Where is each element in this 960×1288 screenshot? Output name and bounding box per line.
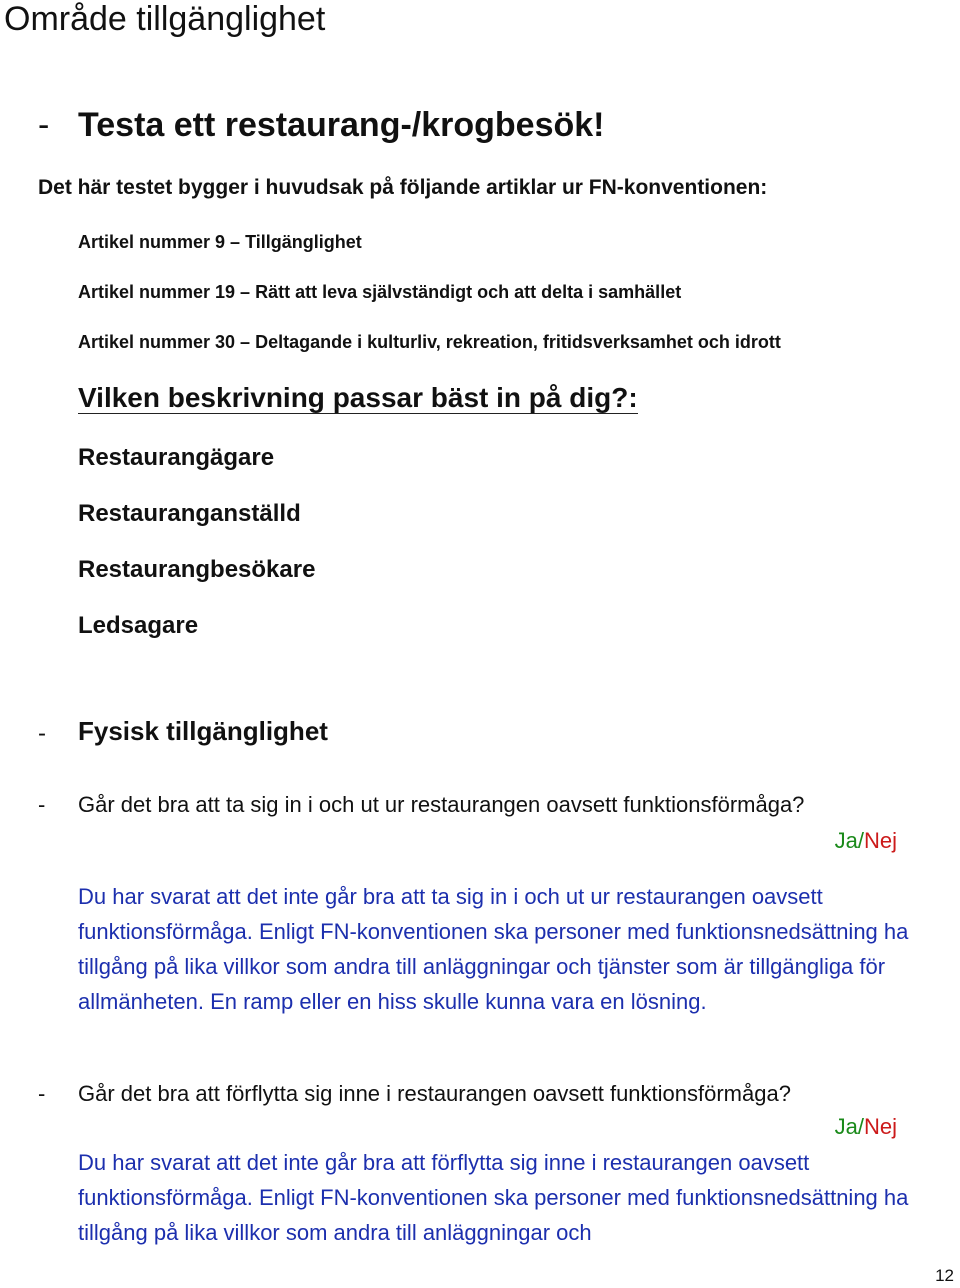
article-item: Artikel nummer 9 – Tillgänglighet bbox=[78, 232, 362, 252]
question-dash: - bbox=[38, 792, 46, 817]
section-heading-test: Testa ett restaurang-/krogbesök! bbox=[78, 106, 605, 144]
no-option[interactable]: Nej bbox=[863, 828, 897, 853]
article-item: Artikel nummer 30 – Deltagande i kulturliv, rekreation, fritidsverksamhet och idrott bbox=[78, 332, 781, 352]
answer-feedback: Du har svarat att det inte går bra att förflytta sig inne i restaurangen oavsett funktionsförmåga. Enligt FN-konventionen ska personer med funktionsnedsättning ha tillgång på lika villkor som andra till anläggningar och bbox=[78, 1150, 909, 1245]
section-dash: - bbox=[38, 106, 50, 144]
option-item[interactable]: Ledsagare bbox=[78, 612, 199, 639]
answer-choice bbox=[835, 828, 897, 854]
option-item[interactable]: Restaurangbesökare bbox=[78, 556, 316, 583]
section-dash: - bbox=[38, 720, 46, 747]
question-text: Går det bra att förflytta sig inne i restaurangen oavsett funktionsförmåga? bbox=[78, 1081, 791, 1106]
option-item[interactable]: Restauranganställd bbox=[78, 500, 301, 527]
description-question-text: Vilken beskrivning passar bäst in på dig? bbox=[78, 382, 629, 413]
page-number: 12 bbox=[935, 1266, 954, 1285]
page-title: Område tillgänglighet bbox=[4, 0, 326, 38]
answer-feedback: Du har svarat att det inte går bra att ta sig in i och ut ur restaurangen oavsett funktionsförmåga. Enligt FN-konventionen ska personer med funktionsnedsättning ha tillgång på lika villkor som andra till anläggningar och tjänster som är tillgängliga för allmänheten. En ramp eller en hiss skulle kunna vara en lösning. bbox=[78, 884, 909, 1014]
question-dash: - bbox=[38, 1081, 46, 1106]
description-question-suffix: : bbox=[628, 382, 638, 413]
no-option[interactable]: Nej bbox=[863, 1114, 897, 1139]
question-text: Går det bra att ta sig in i och ut ur restaurangen oavsett funktionsförmåga? bbox=[78, 792, 805, 817]
answer-separator: / bbox=[857, 828, 864, 853]
description-question bbox=[78, 382, 638, 414]
answer-choice bbox=[835, 1114, 897, 1140]
article-item: Artikel nummer 19 – Rätt att leva självständigt och att delta i samhället bbox=[78, 282, 682, 302]
intro-text: Det här testet bygger i huvudsak på följande artiklar ur FN-konventionen: bbox=[38, 176, 768, 199]
yes-option[interactable]: Ja bbox=[834, 1114, 858, 1139]
option-item[interactable]: Restaurangägare bbox=[78, 444, 275, 471]
yes-option[interactable]: Ja bbox=[834, 828, 858, 853]
answer-separator: / bbox=[857, 1114, 864, 1139]
section-heading-physical: Fysisk tillgänglighet bbox=[78, 716, 328, 746]
